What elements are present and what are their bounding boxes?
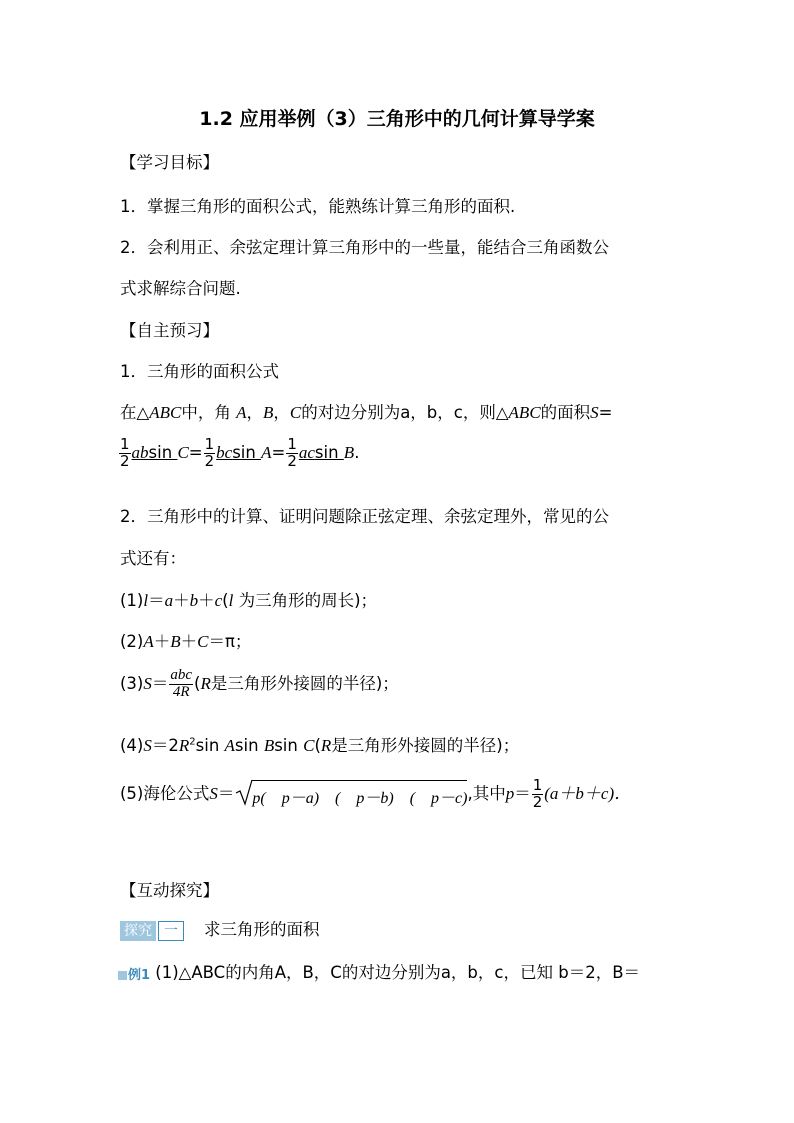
var-B: B [170, 632, 181, 651]
text: ， [246, 403, 263, 422]
var-S: S [209, 783, 218, 803]
equals: ＝ [217, 783, 235, 803]
var-l: l [143, 591, 149, 610]
text: ， [273, 403, 290, 422]
goals-header: 【学习目标】 [120, 153, 219, 172]
var-bc: bc [216, 442, 233, 462]
sin-text: sin [274, 736, 304, 755]
equals: ＝ [148, 591, 165, 610]
sin-text: sin [195, 736, 225, 755]
note: 是三角形外接圆的半径)； [210, 673, 399, 693]
text: 的对边分别为a，b，c，则△ [301, 403, 509, 422]
equals: ＝ [151, 673, 169, 693]
var-ac: ac [298, 442, 315, 462]
radicand: p( p－a) ( p－b) ( p－c) [252, 780, 467, 808]
text: ,其中 [467, 783, 506, 803]
formula-perimeter [120, 587, 377, 611]
plus: ＋ [153, 632, 171, 651]
equals: = [188, 442, 203, 462]
var-a: a [164, 591, 174, 610]
fraction-half: $\frac{1}{2}$ [120, 435, 130, 470]
item-number: (1) [120, 591, 144, 610]
explore-header: 【互动探究】 [120, 881, 219, 900]
var-A: A [143, 632, 154, 651]
page-title: 1.2 应用举例（3）三角形中的几何计算导学案 [199, 108, 595, 130]
text: 的面积 [540, 403, 591, 422]
var-B: B [263, 736, 275, 755]
var-l: l [228, 591, 234, 610]
explore-number: 一 [158, 921, 184, 941]
var-abc: ABC [508, 403, 541, 422]
text: 中，角 [181, 403, 231, 422]
item-number: (2) [120, 632, 144, 651]
radical-sign [234, 776, 254, 806]
var-abc: ABC [149, 403, 182, 422]
equals-pi: ＝π； [208, 632, 252, 651]
var-S: S [143, 736, 152, 755]
var-b: b [189, 591, 199, 610]
area-definition-line [120, 399, 612, 423]
preview-header: 【自主预习】 [120, 321, 219, 340]
preview-item-2-line-1: 2．三角形中的计算、证明问题除正弦定理、余弦定理外，常见的公 [120, 507, 609, 526]
fraction-half: $\frac{1}{2}$ [204, 435, 215, 470]
sin-text: sin [234, 736, 264, 755]
var-C: C [289, 403, 302, 422]
fraction-abc-4R: $\frac{\text{abc}}{4R}$ [170, 667, 193, 700]
equals: ＝ [514, 783, 531, 803]
example-text: (1)△ABC的内角A，B，C的对边分别为a，b，c，已知 b＝2，B＝ [150, 963, 641, 982]
explore-title: 求三角形的面积 [204, 920, 320, 939]
exponent: 2 [189, 736, 196, 748]
var-B: B [262, 403, 274, 422]
item-number: (3) [120, 673, 144, 693]
sin-text: sin [232, 442, 262, 462]
text: 在△ [120, 403, 150, 422]
var-c: c [214, 591, 223, 610]
var-A: A [224, 736, 235, 755]
plus: ＋ [180, 632, 198, 651]
sin-text: sin [148, 442, 178, 462]
var-R: R [178, 736, 190, 755]
area-formula [118, 437, 359, 470]
period: . [354, 442, 360, 462]
paren: ( [194, 673, 201, 693]
note: 为三角形的周长)； [233, 591, 378, 610]
var-S: S [143, 673, 152, 693]
example-1 [118, 959, 640, 983]
preview-item-1: 1．三角形的面积公式 [120, 362, 279, 381]
var-p: p [505, 783, 515, 803]
item-number: (4) [120, 736, 144, 755]
plus: ＋ [173, 591, 190, 610]
formula-sine-product [120, 732, 519, 756]
example-icon: 例1 [118, 964, 150, 983]
preview-item-2-line-2: 式还有： [120, 549, 186, 568]
sqrt-expression [234, 780, 467, 808]
goal-2-line-1: 2．会利用正、余弦定理计算三角形中的一些量，能结合三角函数公 [120, 238, 609, 257]
var-R: R [320, 736, 332, 755]
item-number: (5)海伦公式 [120, 783, 210, 803]
var-B: B [343, 442, 355, 462]
semi-perimeter: (a＋b＋c)． [544, 783, 632, 803]
fraction-half: $\frac{1}{2}$ [287, 435, 297, 470]
text: = [598, 403, 613, 422]
formula-angle-sum [120, 628, 251, 652]
equals: = [271, 442, 286, 462]
goal-1: 1．掌握三角形的面积公式，能熟练计算三角形的面积. [120, 197, 516, 216]
sin-text: sin [314, 442, 344, 462]
explore-badge: 探究 [120, 921, 156, 941]
var-C: C [303, 736, 315, 755]
var-C: C [197, 632, 209, 651]
formula-heron [120, 778, 631, 811]
var-C: C [177, 442, 189, 462]
fraction-half: $\frac{1}{2}$ [532, 776, 543, 811]
var-ab: ab [131, 442, 149, 462]
equals: ＝2 [151, 736, 179, 755]
paren: ( [222, 591, 229, 610]
var-S: S [590, 403, 599, 422]
var-A: A [236, 403, 247, 422]
note: 是三角形外接圆的半径)； [331, 736, 520, 755]
paren: ( [314, 736, 321, 755]
formula-circumradius [120, 668, 399, 701]
var-A: A [261, 442, 272, 462]
plus: ＋ [198, 591, 215, 610]
var-R: R [200, 673, 211, 693]
explore-heading [120, 916, 320, 941]
goal-2-line-2: 式求解综合问题. [120, 279, 241, 298]
